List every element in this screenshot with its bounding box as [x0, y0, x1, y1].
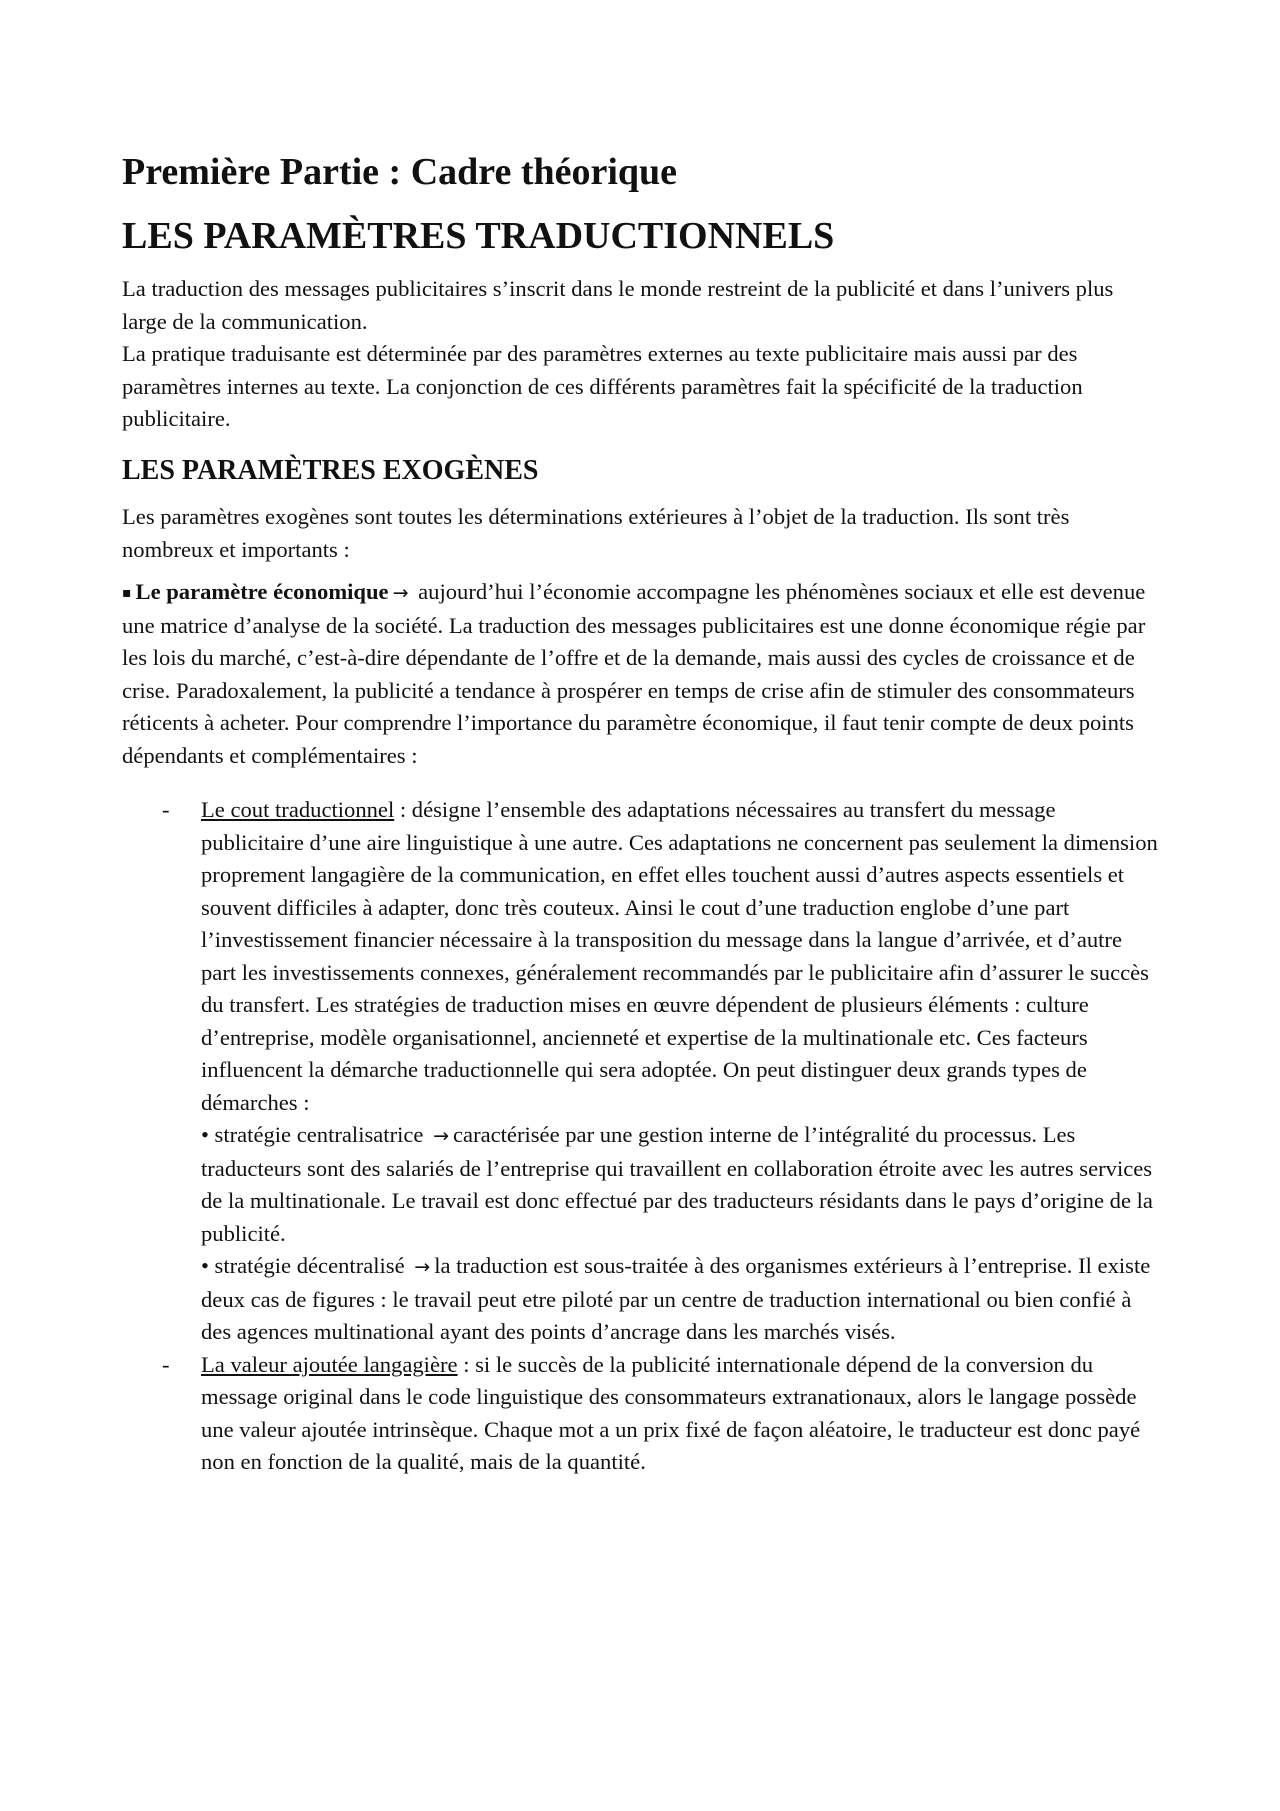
strategy-decentralise-label: • stratégie décentralisé [201, 1253, 405, 1279]
list-item-term: Le cout traductionnel [201, 797, 395, 823]
list-item-text: : si le succès de la publicité internationale dépend de la conversion du message original dans le code linguistique des consommateurs extranationaux, alors le langage possède une valeur ajoutée intrinsèque. Chaque mot a un prix fixé de façon aléatoire, le traducteur est donc payé non en fonction de la qualité, mais de la quantité. [201, 1351, 1141, 1475]
strategy-decentralise-text: la traduction est sous-traitée à des organismes extérieurs à l’entreprise. Il existe deux cas de figures : le travail peut etre piloté par un centre de traduction international ou bien confié à des agences multinational ayant des points d’ancrage dans les marchés visés. [201, 1253, 1151, 1345]
intro-paragraph-1: La traduction des messages publicitaires s’inscrit dans le monde restreint de la publicité et dans l’univers plus large de la communication. [122, 276, 1114, 334]
dash-list [122, 794, 1160, 1479]
main-title: LES PARAMÈTRES TRADUCTIONNELS [122, 214, 835, 257]
section-title: LES PARAMÈTRES EXOGÈNES [122, 454, 539, 486]
economic-parameter-paragraph [122, 576, 1160, 772]
arrow-right-icon: → [392, 582, 409, 605]
arrow-right-icon: → [433, 1125, 450, 1148]
dash-bullet: - [162, 797, 170, 823]
list-item-term: La valeur ajoutée langagière [201, 1351, 458, 1377]
list-item-cout-traductionnel [122, 794, 1160, 1349]
strategy-centralisatrice-label: • stratégie centralisatrice [201, 1122, 424, 1148]
list-item-valeur-ajoutee [122, 1349, 1160, 1479]
economic-parameter-label: Le paramètre économique [135, 579, 389, 605]
square-bullet-icon: ▪ [122, 585, 132, 602]
dash-bullet: - [162, 1351, 170, 1377]
part-title: Première Partie : Cadre théorique [122, 151, 678, 193]
section-intro-paragraph: Les paramètres exogènes sont toutes les déterminations extérieures à l’objet de la traduction. Ils sont très nombreux et importants : [122, 504, 1070, 562]
arrow-right-icon: → [414, 1256, 431, 1279]
economic-parameter-text: aujourd’hui l’économie accompagne les phénomènes sociaux et elle est devenue une matrice d’analyse de la société. La traduction des messages publicitaires est une donne économique régie par les lois du marché, c’est-à-dire dépendante de l’offre et de la demande, mais aussi des cycles de croissance et de crise. Paradoxalement, la publicité a tendance à prospérer en temps de crise afin de stimuler des consommateurs réticents à acheter. Pour comprendre l’importance du paramètre économique, il faut tenir compte de deux points dépendants et complémentaires : [122, 579, 1146, 768]
intro-paragraph-2: La pratique traduisante est déterminée par des paramètres externes au texte publicitaire mais aussi par des paramètres internes au texte. La conjonction de ces différents paramètres fait la spécificité de la traduction publicitaire. [122, 341, 1083, 432]
strategy-centralisatrice-text: caractérisée par une gestion interne de l’intégralité du processus. Les traducteurs sont des salariés de l’entreprise qui travaillent en collaboration étroite avec les autres services de la multinationale. Le travail est donc effectué par des traducteurs résidants dans le pays d’origine de la publicité. [201, 1122, 1153, 1246]
list-item-text: : désigne l’ensemble des adaptations nécessaires au transfert du message publicitaire d’une aire linguistique à une autre. Ces adaptations ne concernent pas seulement la dimension proprement langagière de la communication, en effet elles touchent aussi d’autres aspects essentiels et souvent difficiles à adapter, donc très couteux. Ainsi le cout d’une traduction englobe d’une part l’investissement financier nécessaire à la transposition du message dans la langue d’arrivée, et d’autre part les investissements connexes, généralement recommandés par le publicitaire afin d’assurer le succès du transfert. Les stratégies de traduction mises en œuvre dépendent de plusieurs éléments : culture d’entreprise, modèle organisationnel, ancienneté et expertise de la multinationale etc. Ces facteurs influencent la démarche traductionnelle qui sera adoptée. On peut distinguer deux grands types de démarches : [201, 797, 1158, 1115]
